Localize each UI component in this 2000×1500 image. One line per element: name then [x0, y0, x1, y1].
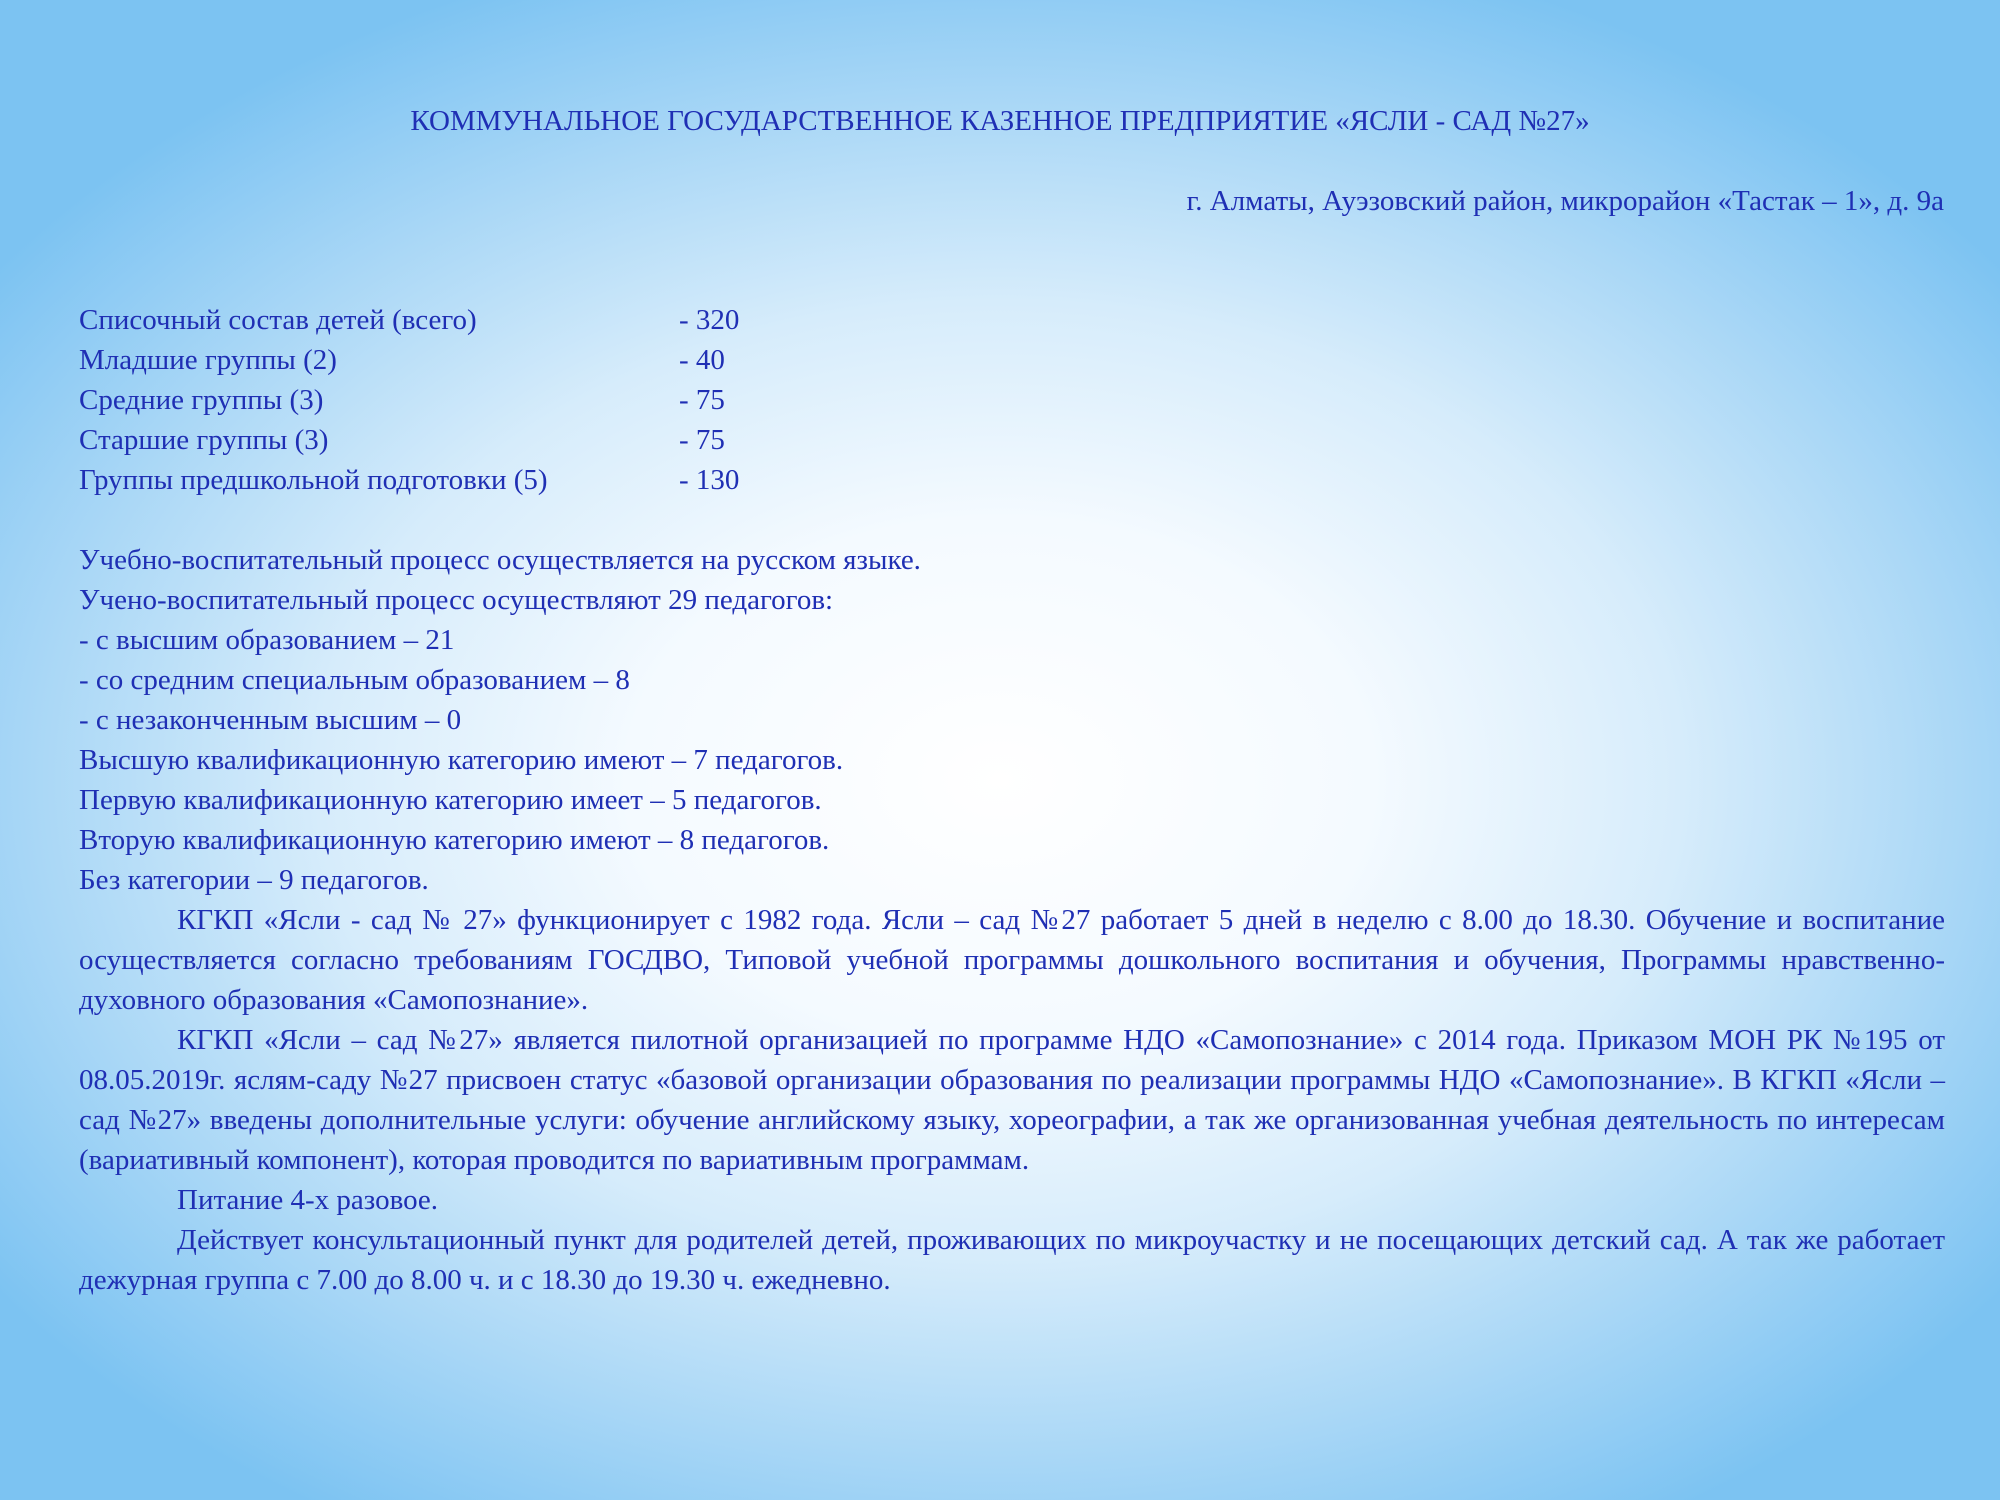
paragraph: Питание 4-х разовое. — [177, 1184, 439, 1216]
text-line: Первую квалификационную категорию имеет – 5 педагогов. — [79, 784, 822, 816]
text-line: Вторую квалификационную категорию имеют – 8 педагогов. — [79, 824, 830, 856]
stat-value: - 130 — [679, 464, 740, 496]
stat-row-middle — [79, 380, 739, 420]
stat-row-preschool — [79, 460, 739, 500]
stat-row-total — [79, 300, 739, 340]
stat-label: Списочный состав детей (всего) — [79, 304, 477, 336]
text-line: - с высшим образованием – 21 — [79, 624, 455, 656]
stat-value: - 320 — [679, 304, 740, 336]
stat-value: - 40 — [679, 344, 725, 376]
children-stats — [79, 300, 739, 500]
body-text — [79, 540, 1945, 1300]
stat-label: Старшие группы (3) — [79, 424, 329, 456]
text-line: - с незаконченным высшим – 0 — [79, 704, 462, 736]
text-line: - со средним специальным образованием – 8 — [79, 664, 630, 696]
paragraph: КГКП «Ясли – сад №27» является пилотной организацией по программе НДО «Самопознание» с 2014 года. Приказом МОН РК №195 от 08.05.2019г. яслям-саду №27 присвоен статус «базовой организации образования по реализации программы НДО «Самопознание». В КГКП «Ясли – сад №27» введены дополнительные услуги: обучение английскому языку, хореографии, а так же организованная учебная деятельность по интересам (вариативный компонент), которая проводится по вариативным программам. — [79, 1024, 1945, 1176]
address: г. Алматы, Ауэзовский район, микрорайон «Тастак – 1», д. 9а — [1186, 185, 1944, 217]
paragraph: Действует консультационный пункт для родителей детей, проживающих по микроучастку и не посещающих детский сад. А так же работает дежурная группа с 7.00 до 8.00 ч. и с 18.30 до 19.30 ч. ежедневно. — [79, 1224, 1945, 1296]
stat-label: Группы предшкольной подготовки (5) — [79, 464, 548, 496]
text-line: Учено-воспитательный процесс осуществляют 29 педагогов: — [79, 584, 834, 616]
paragraph: КГКП «Ясли - сад № 27» функционирует с 1982 года. Ясли – сад №27 работает 5 дней в неделю с 8.00 до 18.30. Обучение и воспитание осуществляется согласно требованиям ГОСДВО, Типовой учебной программы дошкольного воспитания и обучения, Программы нравственно-духовного образования «Самопознание». — [79, 904, 1945, 1016]
stat-value: - 75 — [679, 424, 725, 456]
stat-row-senior — [79, 420, 739, 460]
stat-value: - 75 — [679, 384, 725, 416]
page-title: КОММУНАЛЬНОЕ ГОСУДАРСТВЕННОЕ КАЗЕННОЕ ПРЕДПРИЯТИЕ «ЯСЛИ - САД №27» — [410, 105, 1590, 137]
stat-label: Младшие группы (2) — [79, 344, 337, 376]
text-line: Высшую квалификационную категорию имеют – 7 педагогов. — [79, 744, 844, 776]
text-line: Учебно-воспитательный процесс осуществляется на русском языке. — [79, 544, 921, 576]
stat-label: Средние группы (3) — [79, 384, 324, 416]
stat-row-junior — [79, 340, 739, 380]
text-line: Без категории – 9 педагогов. — [79, 864, 429, 896]
